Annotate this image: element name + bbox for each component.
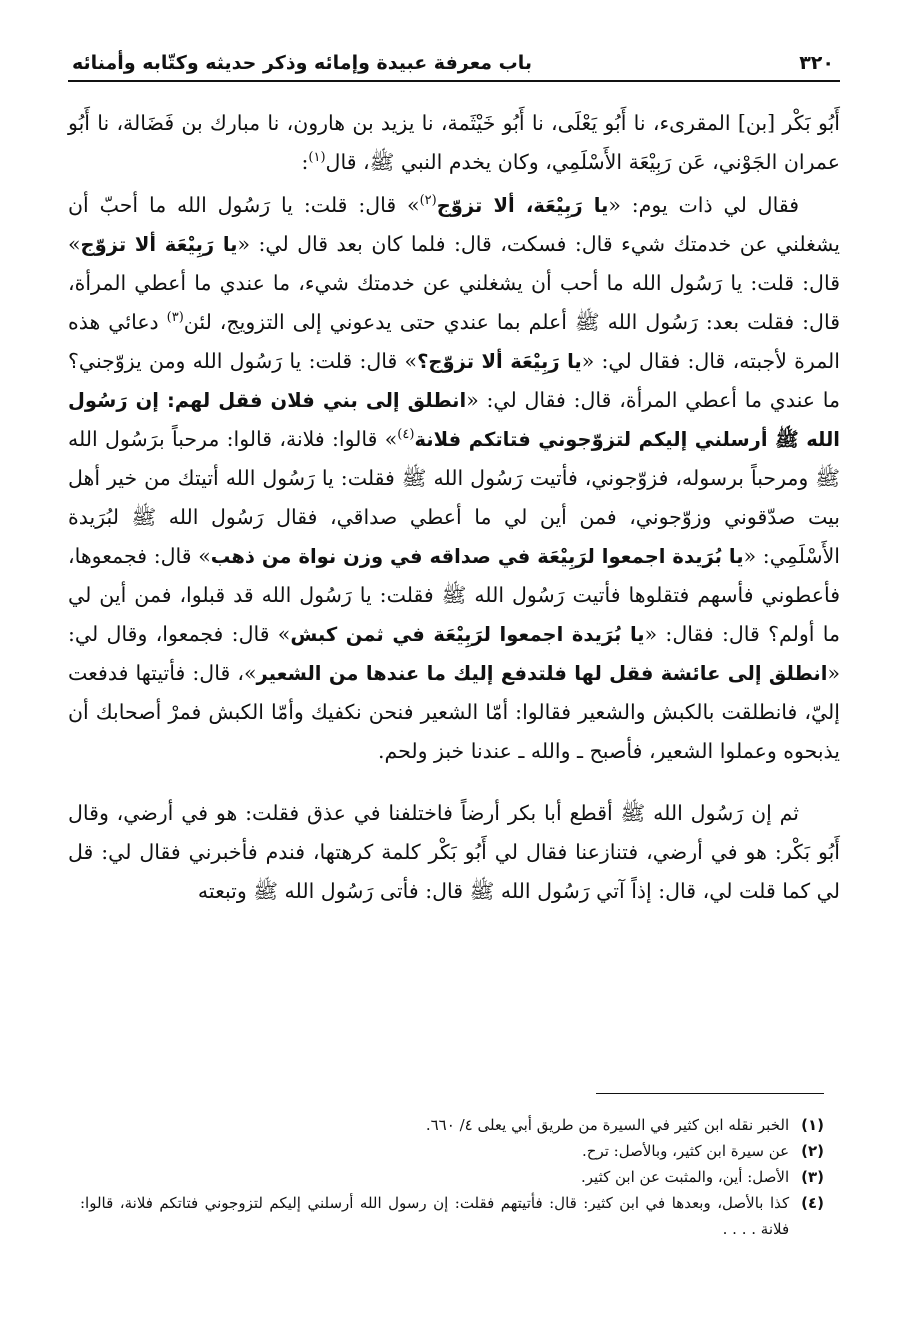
footnote-number: (٤) (801, 1194, 824, 1212)
hadith-text: » قال: قلت: يا رَسُول الله ما أحب أن يشغلني عن خدمتك شيء، ما عندي ما أعطي المرأة، قال: فقلت بعد: رَسُول الله ﷺ أعلم بما عندي حتى يدعوني إلى التزويج، لئن (68, 232, 840, 334)
footnote-ref: (٣) (166, 310, 184, 326)
hadith-text: » قالوا: فلانة، قالوا: مرحباً برَسُول الله ﷺ ومرحباً برسوله، فزوّجوني، فأتيت رَسُول الله ﷺ فقلت: يا رَسُول الله أتيتك من خير أهل بيت صدّقوني وزوّجوني، فمن أين لي ما أعطي صداقي، فقال رَسُول الله ﷺ لبُرَيدة الأَسْلَمِي: « (68, 427, 840, 568)
footnote-text: عن سيرة ابن كثير، وبالأصل: ترح. (582, 1142, 790, 1160)
quote-bold: يا رَبِيْعَة ألا تزوّج؟ (417, 350, 582, 373)
paragraph-hadith (68, 186, 840, 771)
footnote-divider (596, 1093, 824, 1094)
land-text: ثم إن رَسُول الله ﷺ أقطع أبا بكر أرضاً فاختلفنا في عذق فقلت: هو في أرضي، وقال أَبُو بَكْر: هو في أرضي، فتنازعنا فقال لي أَبُو بَكْر كلمة كرهتها، فندم فأخبرني فقال لي: قل لي كما قلت لي، قال: إذاً آتي رَسُول الله ﷺ قال: فأتى رَسُول الله ﷺ وتبعته (68, 801, 840, 903)
hadith-text: » قال: فجمعوا، وقال لي: « (68, 622, 840, 685)
footnote-text: الأصل: أين، والمثبت عن ابن كثير. (581, 1168, 790, 1186)
hadith-text: » قال: قلت: يا رَسُول الله ومن يزوّجني؟ ما عندي ما أعطي المرأة، قال: فقال لي: « (68, 349, 840, 412)
hadith-text: » قال: فجمعوها، فأعطوني فأسهم فتقلوها فأتيت رَسُول الله ﷺ فقلت: يا رَسُول الله قد قبلوا، فمن أين لي ما أولم؟ قال: فقال: « (68, 544, 840, 646)
quote-bold: يا رَبِيْعَة، ألا تزوّج (436, 194, 609, 217)
quote-bold: انطلق إلى بني فلان فقل لهم: إن رَسُول الله ﷺ أرسلني إليكم لتزوّجوني فتاتكم فلانة (68, 389, 840, 451)
hadith-text: دعائي هذه المرة لأجبته، قال: فقال لي: « (68, 310, 840, 373)
book-page (68, 52, 840, 911)
isnad-end: : (301, 150, 309, 174)
paragraph-land (68, 794, 840, 911)
footnote-item (80, 1190, 824, 1242)
hadith-text: » قال: قلت: يا رَسُول الله ما أحبّ أن يشغلني عن خدمتك شيء قال: فسكت، قال: فلما كان بعد قال لي: « (68, 193, 840, 256)
footnote-item (80, 1112, 824, 1138)
footnote-ref: (١) (308, 150, 326, 166)
quote-bold: انطلق إلى عائشة فقل لها فلتدفع إليك ما عندها من الشعير (256, 662, 828, 685)
footnote-text: كذا بالأصل، وبعدها في ابن كثير: قال: فأتيتهم فقلت: إن رسول الله أرسلني إليكم لتزوجوني فتاتكم فلانة، قالوا: فلانة . . . . (80, 1194, 790, 1238)
footnotes (80, 1112, 824, 1242)
footnote-ref: (٢) (419, 193, 437, 209)
hadith-text: فقال لي ذات يوم: « (608, 193, 799, 217)
quote-bold: يا بُرَيدة اجمعوا لرَبِيْعَة في ثمن كبش (290, 623, 645, 646)
hadith-text: »، قال: فأتيتها فدفعت إليّ، فانطلقت بالكبش والشعير فقالوا: أمّا الشعير فنحن نكفيك وأمّا الكبش فمرْ أصحابك أن يذبحوه وعملوا الشعير، فأصبح ـ والله ـ عندنا خبز ولحم. (68, 661, 840, 763)
page-header (68, 52, 840, 82)
main-text (68, 104, 840, 911)
footnote-item (80, 1138, 824, 1164)
quote-bold: يا بُرَيدة اجمعوا لرَبِيْعَة في صداقه في وزن نواة من ذهب (210, 545, 744, 568)
footnote-number: (٣) (801, 1168, 824, 1186)
footnote-text: الخبر نقله ابن كثير في السيرة من طريق أبي يعلى ٤/ ٦٦٠. (425, 1116, 790, 1134)
footnote-ref: (٤) (397, 427, 415, 443)
chapter-title: باب معرفة عبيدة وإمائه وذكر حديثه وكتّابه وأمنائه (72, 52, 533, 74)
quote-bold: يا رَبِيْعَة ألا تزوّج (80, 233, 238, 256)
paragraph-isnad (68, 104, 840, 182)
footnote-number: (١) (801, 1116, 824, 1134)
footnote-number: (٢) (801, 1142, 824, 1160)
footnote-item (80, 1164, 824, 1190)
page-number: ٣٢٠ (799, 52, 834, 74)
isnad-text: أَبُو بَكْر [بن] المقرىء، نا أَبُو يَعْلَى، نا أَبُو خَيْثَمة، نا يزيد بن هارون، نا مبارك بن فَضَالة، نا أَبُو عمران الجَوْني، عَن رَبِيْعَة الأَسْلَمِي، وكان يخدم النبي ﷺ، قال (68, 111, 840, 174)
